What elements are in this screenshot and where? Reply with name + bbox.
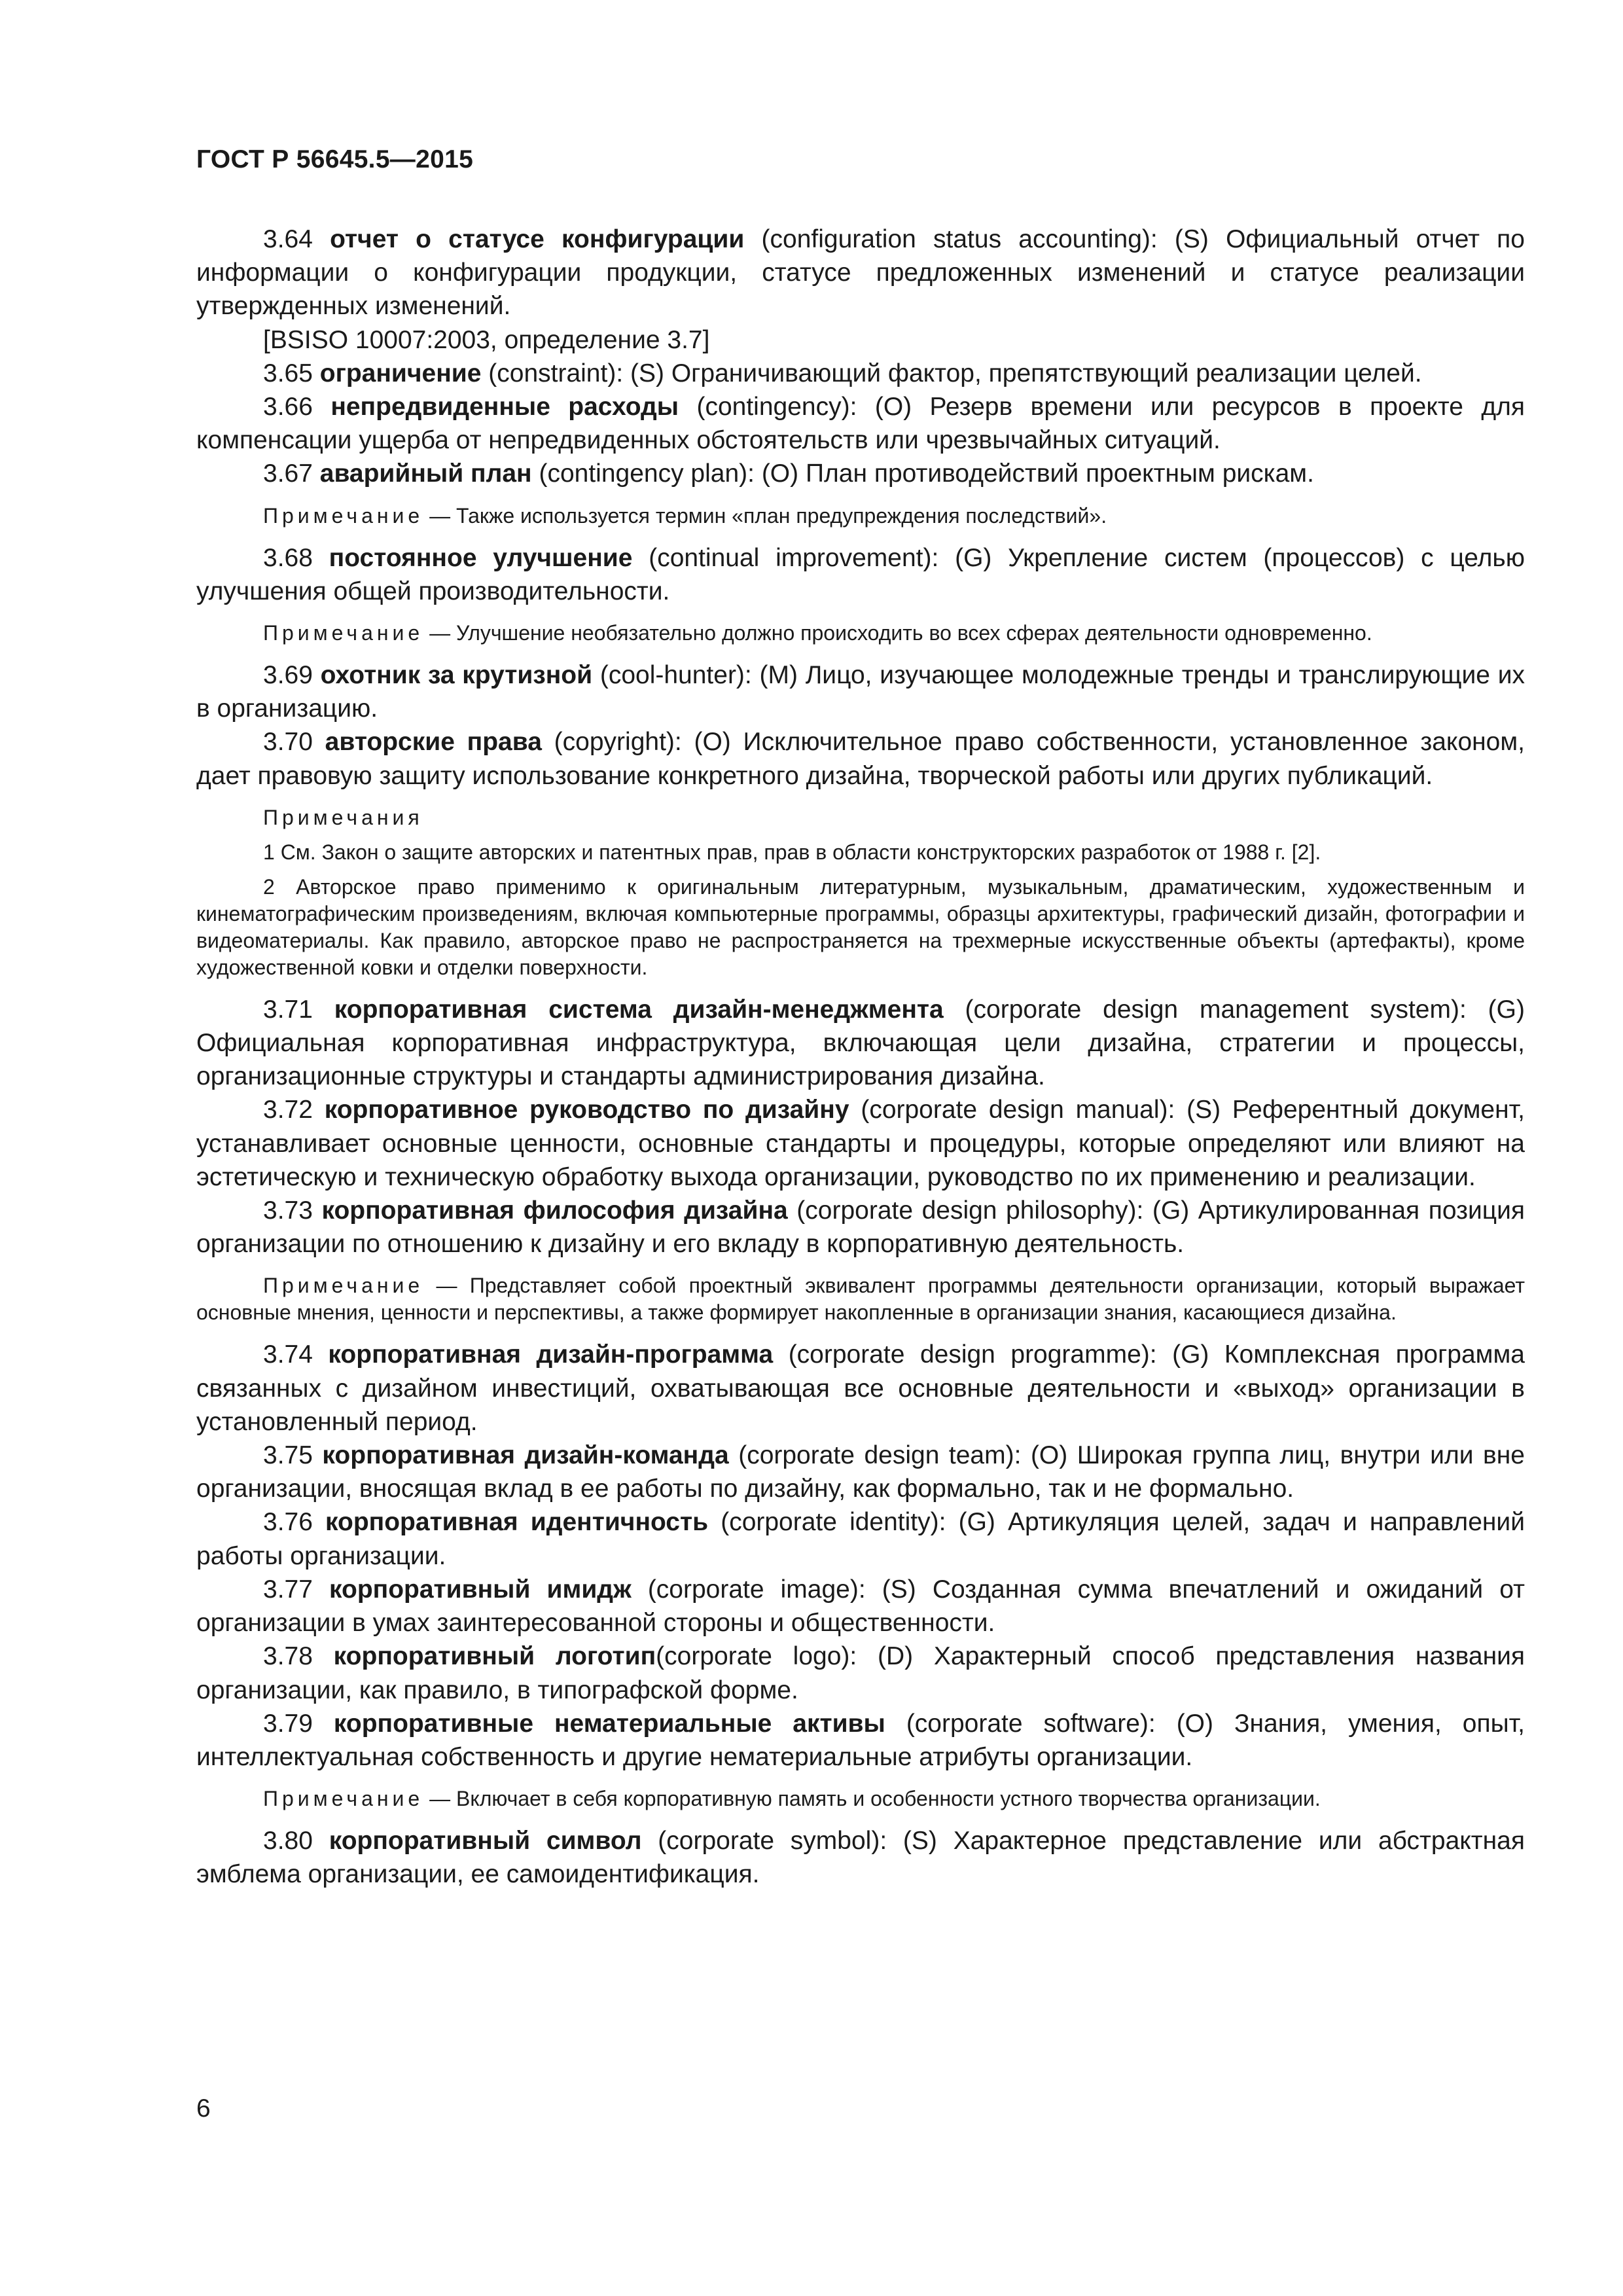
entry-definition: (corporate image): (S) Созданная сумма впечатлений и ожиданий от организации в умах заинтересованной стороны и общественности. xyxy=(196,1575,1525,1638)
entry-number: 3.65 xyxy=(263,359,313,387)
entry-3-64-reference: [BSISO 10007:2003, определение 3.7] xyxy=(263,325,710,354)
entry-definition: (contingency plan): (O) План противодействий проектным рискам. xyxy=(539,459,1314,488)
entry-term: корпоративная дизайн-программа xyxy=(328,1340,774,1369)
entry-3-75 xyxy=(196,1439,1525,1505)
entry-term: корпоративные нематериальные активы xyxy=(333,1709,885,1738)
entry-term: непредвиденные расходы xyxy=(330,393,679,422)
entry-definition: (configuration status accounting): (S) Официальный отчет по информации о конфигурации продукции, статусе предложенных изменений и статусе реализации утвержденных изменений. xyxy=(196,225,1525,321)
entry-3-77 xyxy=(196,1573,1525,1640)
entry-3-69 xyxy=(196,658,1525,725)
entry-term: корпоративная идентичность xyxy=(325,1508,709,1537)
entry-definition: (cool-hunter): (M) Лицо, изучающее молодежные тренды и транслирующие их в организацию. xyxy=(196,661,1525,723)
entry-3-76 xyxy=(196,1505,1525,1572)
entry-definition: (contingency): (O) Резерв времени или ресурсов в проекте для компенсации ущерба от непредвиденных обстоятельств или чрезвычайных ситуаций. xyxy=(196,393,1525,455)
entry-term: охотник за крутизной xyxy=(320,661,593,690)
entry-definition: (corporate design programme): (G) Комплексная программа связанных с дизайном инвестиций, охватывающая все основные деятельности и «выход» организации в установленный период. xyxy=(196,1340,1525,1436)
document-page xyxy=(196,0,1525,2296)
note-3-73 xyxy=(196,1272,1525,1326)
entry-definition: (corporate identity): (G) Артикуляция целей, задач и направлений работы организации. xyxy=(196,1508,1525,1570)
entry-definition: (corporate symbol): (S) Характерное представление или абстрактная эмблема организации, ее самоидентификация. xyxy=(196,1827,1525,1889)
note-text: — Также используется термин «план предупреждения последствий». xyxy=(429,503,1107,528)
note-3-79 xyxy=(196,1785,1525,1812)
entry-3-68 xyxy=(196,541,1525,608)
note-3-67 xyxy=(196,503,1525,529)
notes-3-70-label xyxy=(196,804,1525,831)
entry-3-72 xyxy=(196,1093,1525,1194)
entry-number: 3.72 xyxy=(263,1096,313,1124)
entry-definition: (corporate design management system): (G) Официальная корпоративная инфраструктура, включающая цели дизайна, стратегии и процессы, организационные структуры и стандарты администрирования дизайна. xyxy=(196,995,1525,1091)
entry-definition: (corporate design team): (O) Широкая группа лиц, внутри или вне организации, вносящая вклад в ее работы по дизайну, как формально, так и не формально. xyxy=(196,1441,1525,1503)
note-label: Примечание xyxy=(263,621,424,645)
entry-3-80 xyxy=(196,1824,1525,1891)
entry-number: 3.76 xyxy=(263,1508,313,1537)
note-label: Примечание xyxy=(263,503,424,528)
entry-term: аварийный план xyxy=(319,459,532,488)
note-3-70-item-2: 2 Авторское право применимо к оригинальным литературным, музыкальным, драматическим, художественным и кинематографическим произведениям, включая компьютерные программы, образцы архитектуры, графический дизайн, фотографии и видеоматериалы. Как правило, авторское право не распространяется на трехмерные искусственные объекты (артефакты), кроме художественной ковки и отделки поверхности. xyxy=(196,874,1525,979)
entry-definition: (copyright): (O) Исключительное право собственности, установленное законом, дает правовую защиту использование конкретного дизайна, творческой работы или других публикаций. xyxy=(196,728,1525,790)
entry-term: корпоративное руководство по дизайну xyxy=(324,1096,849,1124)
entry-definition: (corporate design philosophy): (G) Артикулированная позиция организации по отношению к дизайну и его вкладу в корпоративную деятельность. xyxy=(196,1196,1525,1259)
entry-number: 3.73 xyxy=(263,1196,313,1225)
entry-term: корпоративная дизайн-команда xyxy=(322,1441,729,1470)
note-text: — Представляет собой проектный эквивалент программы деятельности организации, который выражает основные мнения, ценности и перспективы, а также формирует накопленные в организации знания, касающиеся дизайна. xyxy=(196,1274,1525,1325)
entry-number: 3.67 xyxy=(263,459,313,488)
entry-term: отчет о статусе конфигурации xyxy=(330,225,745,253)
entry-term: корпоративный символ xyxy=(329,1827,642,1856)
entry-number: 3.79 xyxy=(263,1709,313,1738)
entry-number: 3.64 xyxy=(263,225,313,253)
entry-definition: (constraint): (S) Ограничивающий фактор, препятствующий реализации целей. xyxy=(488,359,1422,387)
note-text: — Включает в себя корпоративную память и особенности устного творчества организации. xyxy=(429,1787,1321,1811)
entry-number: 3.80 xyxy=(263,1827,313,1856)
entry-term: корпоративный имидж xyxy=(329,1575,632,1604)
note-text: — Улучшение необязательно должно происходить во всех сферах деятельности одновременно. xyxy=(429,621,1372,645)
entry-number: 3.68 xyxy=(263,543,313,572)
entry-3-65 xyxy=(196,357,1525,390)
note-3-70-item-1: 1 См. Закон о защите авторских и патентных прав, прав в области конструкторских разработок от 1988 г. [2]. xyxy=(263,840,1321,864)
entry-term: постоянное улучшение xyxy=(329,543,633,572)
entry-definition: (continual improvement): (G) Укрепление систем (процессов) с целью улучшения общей производительности. xyxy=(196,543,1525,605)
document-body xyxy=(196,223,1525,1892)
entry-3-78 xyxy=(196,1640,1525,1706)
entry-number: 3.78 xyxy=(263,1642,313,1671)
entry-3-66 xyxy=(196,390,1525,457)
entry-3-70 xyxy=(196,725,1525,792)
entry-term: ограничение xyxy=(319,359,482,387)
note-label: Примечание xyxy=(263,1274,424,1298)
entry-3-67 xyxy=(196,457,1525,490)
entry-number: 3.75 xyxy=(263,1441,313,1470)
entry-term: авторские права xyxy=(325,728,542,757)
entry-3-64 xyxy=(196,223,1525,323)
entry-term: корпоративная философия дизайна xyxy=(321,1196,788,1225)
note-label: Примечание xyxy=(263,1787,424,1811)
page-number: 6 xyxy=(196,2094,211,2123)
entry-3-79 xyxy=(196,1707,1525,1774)
entry-number: 3.77 xyxy=(263,1575,313,1604)
note-label: Примечания xyxy=(263,805,423,829)
entry-number: 3.74 xyxy=(263,1340,313,1369)
entry-definition: (corporate design manual): (S) Референтный документ, устанавливает основные ценности, основные стандарты и процедуры, которые определяют или влияют на эстетическую и техническую обработку выхода организации, руководство по их применению и реализации. xyxy=(196,1096,1525,1191)
entry-definition: (corporate software): (O) Знания, умения, опыт, интеллектуальная собственность и другие нематериальные атрибуты организации. xyxy=(196,1709,1525,1771)
entry-number: 3.70 xyxy=(263,728,313,757)
document-header: ГОСТ Р 56645.5—2015 xyxy=(196,145,474,173)
entry-number: 3.69 xyxy=(263,661,313,690)
entry-definition: (corporate logo): (D) Характерный способ представления названия организации, как правило, в типографской форме. xyxy=(196,1642,1525,1704)
entry-3-71 xyxy=(196,993,1525,1094)
entry-3-74 xyxy=(196,1338,1525,1439)
entry-number: 3.71 xyxy=(263,995,313,1024)
entry-3-73 xyxy=(196,1194,1525,1261)
note-3-68 xyxy=(196,620,1525,647)
entry-term: корпоративный логотип xyxy=(333,1642,656,1671)
entry-term: корпоративная система дизайн-менеджмента xyxy=(334,995,944,1024)
entry-number: 3.66 xyxy=(263,393,313,422)
